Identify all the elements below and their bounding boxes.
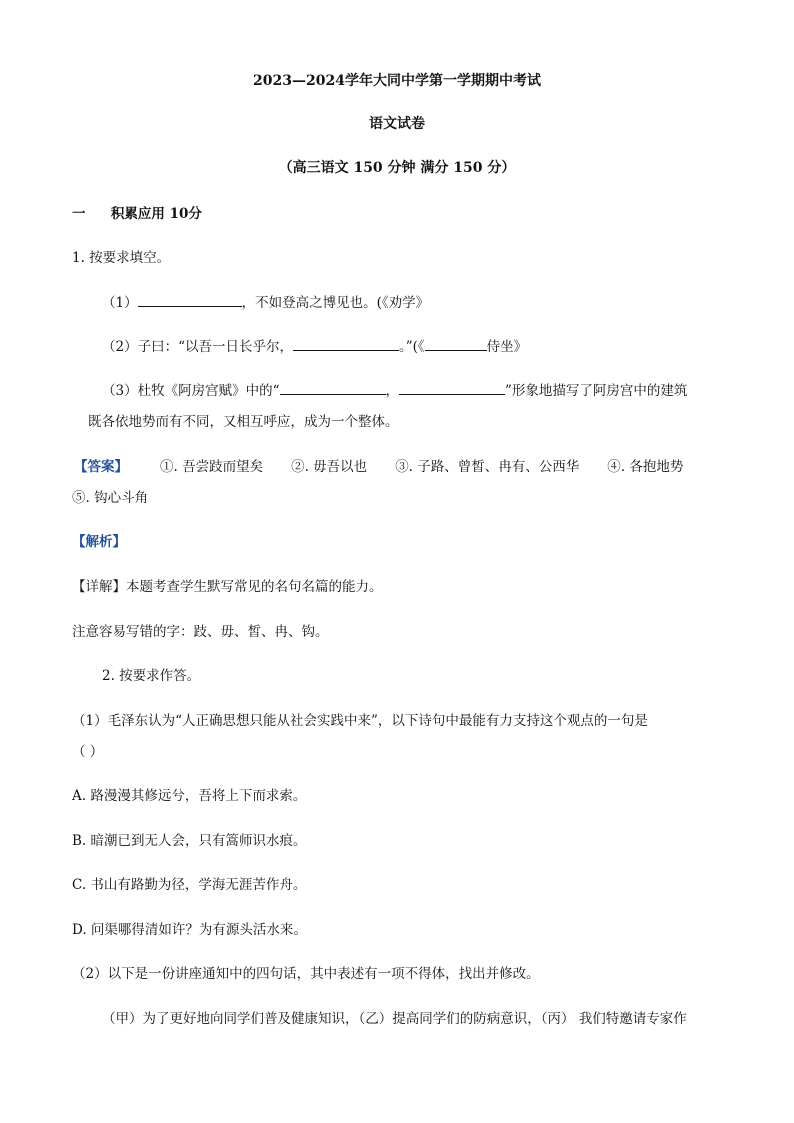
q2-sub1-line1: （1）毛泽东认为“人正确思想只能从社会实践中来”，以下诗句中最能有力支持这个观点的一句是 <box>72 713 648 729</box>
q1-item2-blank2[interactable] <box>425 336 487 351</box>
exam-info: （高三语文 150 分钟 满分 150 分） <box>278 160 516 176</box>
analysis-tag: 【解析】 <box>72 534 126 550</box>
option-c[interactable]: C. 书山有路勤为径，学海无涯苦作舟。 <box>72 877 307 893</box>
analysis-note: 注意容易写错的字：跂、毋、皙、冉、钩。 <box>72 624 329 640</box>
q1-item3-suffix: ”形象地描写了阿房宫中的建筑 <box>505 383 688 399</box>
q1-item1 <box>102 291 429 311</box>
answer-tag: 【答案】 <box>74 459 128 475</box>
q1-item1-prefix: （1） <box>102 295 138 311</box>
option-a[interactable]: A. 路漫漫其修远兮，吾将上下而求索。 <box>72 788 307 804</box>
q1-item1-blank[interactable] <box>138 292 242 307</box>
option-d[interactable]: D. 问渠哪得清如许？为有源头活水来。 <box>72 922 307 938</box>
q2-sub2-text: （甲）为了更好地向同学们普及健康知识，（乙）提高同学们的防病意识，（丙） 我们特邀请专家作 <box>102 1011 687 1027</box>
exam-title: 2023—2024学年大同中学第一学期期中考试 <box>253 73 541 89</box>
answer-5: ⑤. 钩心斗角 <box>72 490 149 506</box>
answer-line <box>74 455 683 475</box>
q1-item3-blank1[interactable] <box>280 380 386 395</box>
q2-sub2: （2）以下是一份讲座通知中的四句话，其中表述有一项不得体，找出并修改。 <box>72 966 540 982</box>
q1-item2 <box>102 335 527 355</box>
q1-item2-mid: 。”(《 <box>399 339 425 355</box>
analysis-detail: 【详解】本题考查学生默写常见的名句名篇的能力。 <box>72 579 383 595</box>
answer-2: ②. 毋吾以也 <box>291 459 368 475</box>
q1-item2-suffix: 侍坐》 <box>486 339 528 355</box>
section-heading <box>72 202 202 222</box>
q2-sub1-line2: （ ） <box>72 744 104 760</box>
section-heading-number: 一 <box>72 206 86 222</box>
option-b[interactable]: B. 暗潮已到无人会，只有篙师识水痕。 <box>72 833 307 849</box>
q1-item3-line2: 既各依地势而有不同，又相互呼应，成为一个整体。 <box>88 414 399 430</box>
q1-item2-prefix: （2）子曰：“以吾一日长乎尔， <box>102 339 293 355</box>
subject-title: 语文试卷 <box>369 116 425 132</box>
q1-item3-prefix: （3）杜牧《阿房宫赋》中的“ <box>102 383 280 399</box>
q1-prompt: 1. 按要求填空。 <box>72 250 171 266</box>
q1-item3 <box>102 379 687 399</box>
q1-item3-blank2[interactable] <box>399 380 505 395</box>
q2-prompt: 2. 按要求作答。 <box>102 668 201 684</box>
answer-3: ③. 子路、曾皙、冉有、公西华 <box>395 459 580 475</box>
answer-4: ④. 各抱地势 <box>607 459 684 475</box>
q1-item2-blank1[interactable] <box>293 336 399 351</box>
section-heading-text: 积累应用 10分 <box>110 206 202 222</box>
q1-item3-comma: ， <box>385 383 399 399</box>
answer-1: ①. 吾尝跂而望矣 <box>160 459 264 475</box>
q1-item1-suffix: ，不如登高之博见也。(《劝学》 <box>241 295 430 311</box>
